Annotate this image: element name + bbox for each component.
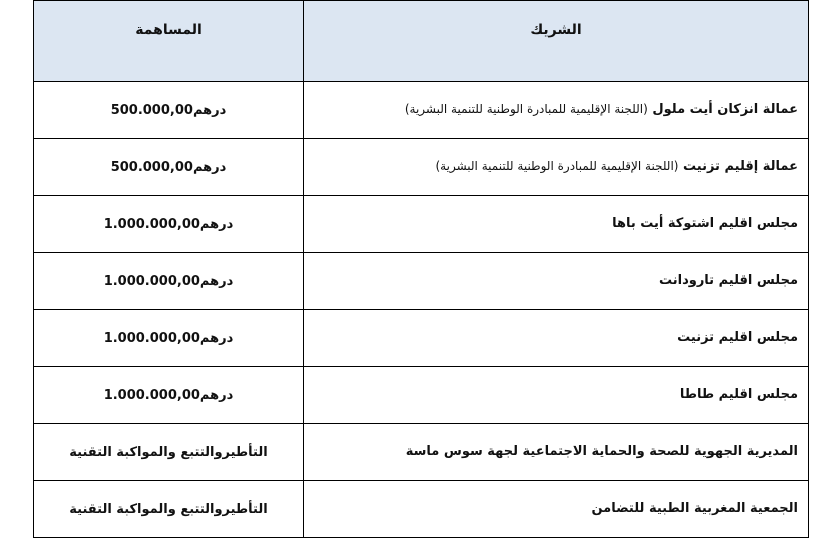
contribution-amount-group xyxy=(111,103,227,118)
table-row xyxy=(34,367,809,424)
contribution-amount: 1.000.000,00 xyxy=(103,387,200,403)
currency-label: درهم xyxy=(199,273,234,289)
contribution-text: التأطيروالتتبع والمواكبة التقنية xyxy=(69,501,268,517)
currency-label: درهم xyxy=(199,330,234,346)
partner-cell xyxy=(304,253,809,310)
partner-name: مجلس اقليم طاطا xyxy=(679,387,798,403)
currency-label: درهم xyxy=(199,216,234,232)
contribution-cell xyxy=(34,253,304,310)
partner-cell xyxy=(304,310,809,367)
contribution-cell xyxy=(34,481,304,538)
contribution-cell xyxy=(34,196,304,253)
partner-cell xyxy=(304,481,809,538)
partner-name: عمالة إقليم تزنيت xyxy=(683,159,798,175)
contribution-amount: 1.000.000,00 xyxy=(103,330,200,346)
contribution-amount: 1.000.000,00 xyxy=(103,216,200,232)
partner-name: عمالة انزكان أيت ملول xyxy=(652,102,798,118)
contribution-amount: 500.000,00 xyxy=(110,102,193,118)
currency-label: درهم xyxy=(199,387,234,403)
contribution-cell xyxy=(34,310,304,367)
contribution-amount: 1.000.000,00 xyxy=(103,273,200,289)
partner-column-header: الشريك xyxy=(304,1,809,82)
partner-name: مجلس اقليم تارودانت xyxy=(658,273,798,289)
contribution-amount-group xyxy=(104,274,234,289)
table-row xyxy=(34,139,809,196)
table-header-row xyxy=(34,1,809,82)
contribution-amount-group xyxy=(104,217,234,232)
contribution-text: التأطيروالتتبع والمواكبة التقنية xyxy=(69,444,268,460)
partner-cell xyxy=(304,82,809,139)
contribution-column-header: المساهمة xyxy=(34,1,304,82)
partners-contributions-table xyxy=(33,0,809,538)
currency-label: درهم xyxy=(192,159,227,175)
contribution-cell xyxy=(34,139,304,196)
contribution-amount-group xyxy=(104,331,234,346)
contribution-amount-group xyxy=(104,388,234,403)
partner-cell xyxy=(304,139,809,196)
table-row xyxy=(34,196,809,253)
table-row xyxy=(34,424,809,481)
contribution-amount: 500.000,00 xyxy=(110,159,193,175)
partner-cell xyxy=(304,367,809,424)
partner-cell xyxy=(304,424,809,481)
partner-name: مجلس اقليم اشتوكة أيت باها xyxy=(612,216,798,232)
table-row xyxy=(34,82,809,139)
partner-name: مجلس اقليم تزنيت xyxy=(677,330,798,346)
partner-name: المديرية الجهوية للصحة والحماية الاجتماعية لجهة سوس ماسة xyxy=(405,444,798,460)
contribution-amount-group xyxy=(111,160,227,175)
partner-cell xyxy=(304,196,809,253)
table-row xyxy=(34,310,809,367)
table-row xyxy=(34,481,809,538)
contribution-cell xyxy=(34,367,304,424)
contribution-cell xyxy=(34,82,304,139)
partner-name: الجمعية المغربية الطبية للتضامن xyxy=(591,501,798,517)
contribution-cell xyxy=(34,424,304,481)
table-row xyxy=(34,253,809,310)
partner-description: (اللجنة الإقليمية للمبادرة الوطنية للتنمية البشرية) xyxy=(435,159,679,174)
currency-label: درهم xyxy=(192,102,227,118)
partner-description: (اللجنة الإقليمية للمبادرة الوطنية للتنمية البشرية) xyxy=(404,102,648,117)
